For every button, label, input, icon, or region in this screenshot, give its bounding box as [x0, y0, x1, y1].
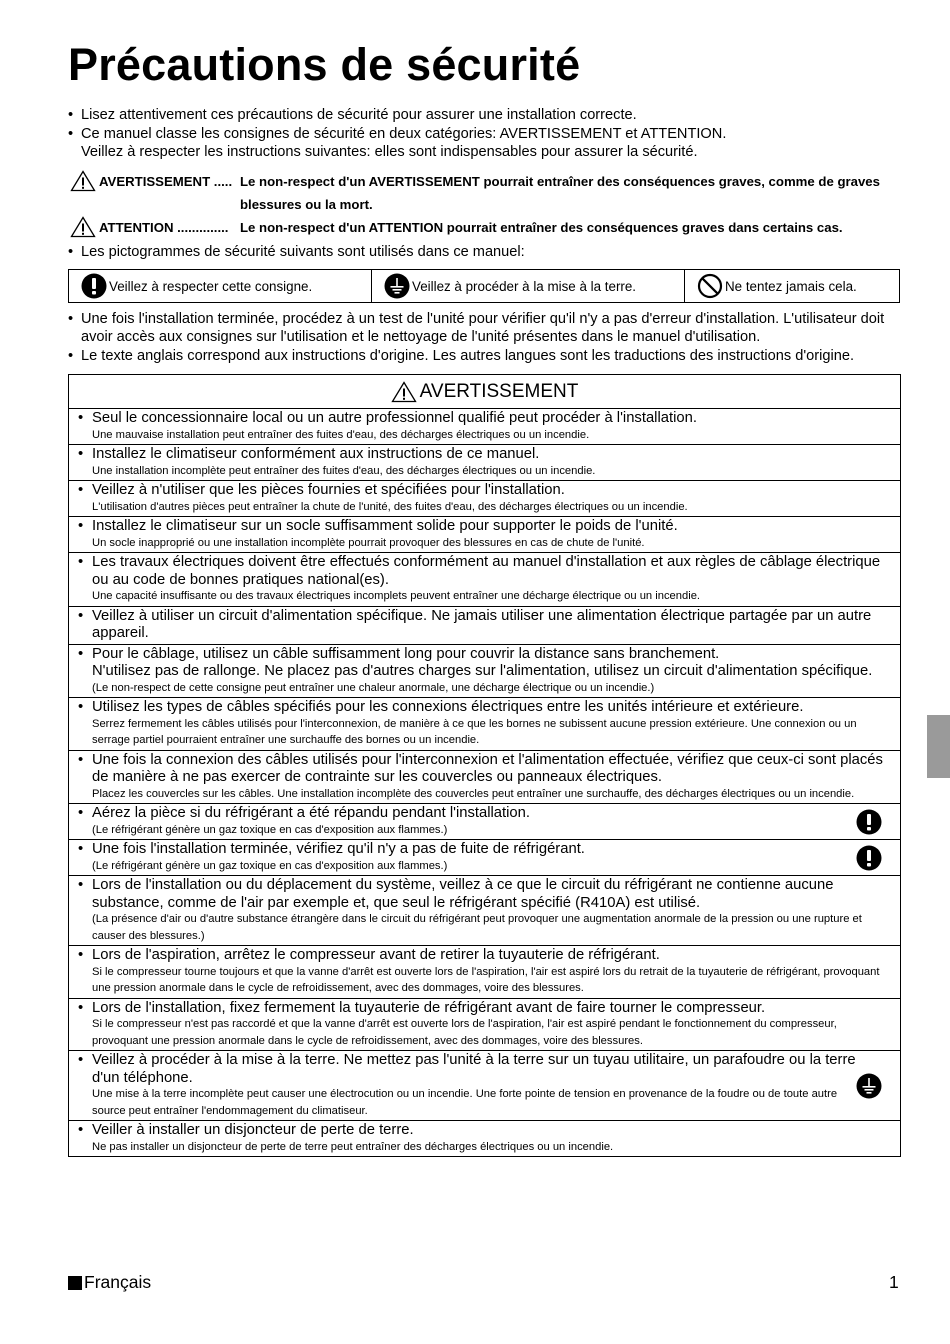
pictogram-label: Ne tentez jamais cela. [725, 278, 857, 294]
warning-row [69, 751, 900, 805]
caution-level-label: ATTENTION .............. [99, 220, 229, 235]
warning-table-heading [69, 375, 900, 409]
warning-table-title: AVERTISSEMENT [419, 380, 579, 402]
warning-row [69, 999, 900, 1052]
warning-main-text: • Les travaux électriques doivent être effectués conformément au manuel d'installation et aux règles de câblage électrique ou au code de bonnes pratiques national(es). [92, 554, 881, 588]
warning-main-text: • Veiller à installer un disjoncteur de perte de terre. [92, 1122, 414, 1138]
page-number: 1 [889, 1272, 899, 1292]
warning-sub-text: Si le compresseur n'est pas raccordé et que la vanne d'arrêt est ouverte lors de l'aspiration, l'air est aspiré pendant le fonctionnement du compresseur, provoquant une pression anormale dans le cycle de refroidissement, avec des dommages, voire des blessures. [92, 1018, 837, 1047]
warning-row [69, 645, 900, 699]
ground-icon [384, 273, 410, 299]
warning-sub-text: L'utilisation d'autres pièces peut entraîner la chute de l'unité, des fuites d'eau, des décharges électriques ou un incendie. [92, 500, 688, 513]
warning-row [69, 481, 900, 517]
footer-language-label: Français [84, 1272, 152, 1292]
warning-main-text: • Une fois la connexion des câbles utilisés pour l'interconnexion et l'alimentation effectuée, vérifiez que ceux-ci sont placés de manière à ne pas exercer de contrainte sur les couvercles ou panneaux électriques. [92, 751, 883, 785]
warning-main-text: • Lors de l'aspiration, arrêtez le compresseur avant de retirer la tuyauterie de réfrigérant. [92, 947, 660, 963]
pictogram-cell [372, 270, 685, 302]
prohibited-icon [697, 273, 723, 299]
warning-main-text: • Lors de l'installation ou du déplacement du système, veillez à ce que le circuit du réfrigérant ne contienne aucune substance, comme de l'air par exemple et, que seul le réfrigérant spécifié (R410A) est utilisé. [92, 877, 834, 911]
caution-level-row [70, 216, 910, 239]
warning-sub-text: Un socle inapproprié ou une installation incomplète pourrait provoquer des blessures en cas de chute de l'unité. [92, 536, 645, 549]
warning-table [68, 374, 901, 1157]
warning-row [69, 409, 900, 445]
warning-sub-text: Placez les couvercles sur les câbles. Une installation incomplète des couvercles peut entraîner une surchauffe, des décharges électriques ou un incendie. [92, 787, 855, 800]
section-tab [927, 715, 950, 778]
warning-sub-text: Ne pas installer un disjoncteur de perte de terre peut entraîner des décharges électriques ou un incendie. [92, 1140, 614, 1153]
warning-sub-text: Une installation incomplète peut entraîner des fuites d'eau, des décharges électriques ou un incendie. [92, 464, 596, 477]
warning-level-row [70, 170, 910, 216]
warning-main-text: • Veillez à procéder à la mise à la terre. Ne mettez pas l'unité à la terre sur un tuyau utilitaire, un parafoudre ou la terre d'un téléphone. [92, 1052, 856, 1086]
square-bullet-icon [68, 1276, 82, 1290]
intro-item: • Ce manuel classe les consignes de sécurité en deux catégories: AVERTISSEMENT et ATTENTION. Veillez à respecter les instructions suivantes: elles sont indispensables pour assurer la sécurité. [68, 125, 903, 162]
warning-main-text: • Aérez la pièce si du réfrigérant a été répandu pendant l'installation. [92, 805, 530, 821]
pictogram-legend [68, 269, 900, 303]
intro-item: • Lisez attentivement ces précautions de sécurité pour assurer une installation correcte. [68, 106, 903, 125]
pictogram-label: Veillez à respecter cette consigne. [109, 278, 313, 294]
warning-sub-text: Si le compresseur tourne toujours et que la vanne d'arrêt est ouverte lors de l'aspiration, l'air est aspiré lors du retrait de la tuyauterie de réfrigérant, provoquant une pression anormale dans le cycle de refroidissement, avec des dommages, voire des blessures. [92, 965, 880, 994]
warning-row [69, 607, 900, 645]
warning-row [69, 946, 900, 999]
warning-main-text: • Utilisez les types de câbles spécifiés pour les connexions électriques entre les unités intérieure et extérieure. [92, 699, 804, 715]
notes-list [68, 310, 908, 365]
warning-main-text: • Installez le climatiseur sur un socle suffisamment solide pour supporter le poids de l'unité. [92, 518, 678, 534]
warning-row [69, 804, 900, 840]
caution-level-text: Le non-respect d'un ATTENTION pourrait entraîner des conséquences graves dans certains cas. [240, 220, 843, 235]
warning-main-text: • Lors de l'installation, fixez fermement la tuyauterie de réfrigérant avant de faire tourner le compresseur. [92, 999, 766, 1016]
note-item: • Une fois l'installation terminée, procédez à un test de l'unité pour vérifier qu'il n'y a pas d'erreur d'installation. L'utilisateur doit avoir accès aux consignes sur l'utilisation et le nettoyage de l'unité présentes dans le manuel d'utilisation. [68, 310, 908, 346]
warning-sub-text: (Le réfrigérant génère un gaz toxique en cas d'exposition aux flammes.) [92, 859, 448, 872]
warning-sub-text: Une mise à la terre incomplète peut causer une électrocution ou un incendie. Une forte pointe de tension en provenance de la foudre ou de toute autre source peut entraîner l'endommagement du climatiseur. [92, 1088, 838, 1117]
exclamation-icon [856, 845, 882, 871]
pictogram-label: Veillez à procéder à la mise à la terre. [412, 278, 637, 294]
warning-sub-text: (Le non-respect de cette consigne peut entraîner une chaleur anormale, une décharge électrique ou un incendie.) [92, 681, 655, 694]
warning-row [69, 698, 900, 751]
ground-icon [856, 1073, 882, 1099]
warning-main-text: • Pour le câblage, utilisez un câble suffisamment long pour couvrir la distance sans branchement. N'utilisez pas de rallonge. Ne placez pas d'autres charges sur l'alimentation, utilisez un circuit d'alimentation spécifique. [92, 645, 873, 679]
exclamation-icon [856, 809, 882, 835]
warning-level-label: AVERTISSEMENT ..... [99, 174, 233, 189]
warning-main-text: • Seul le concessionnaire local ou un autre professionnel qualifié peut procéder à l'installation. [92, 410, 697, 426]
warning-row [69, 876, 900, 946]
note-item: • Le texte anglais correspond aux instructions d'origine. Les autres langues sont les traductions des instructions d'origine. [68, 347, 908, 365]
warning-main-text: • Une fois l'installation terminée, vérifiez qu'il n'y a pas de fuite de réfrigérant. [92, 841, 585, 857]
warning-sub-text: (Le réfrigérant génère un gaz toxique en cas d'exposition aux flammes.) [92, 823, 448, 836]
warning-row [69, 445, 900, 481]
warning-main-text: • Veillez à n'utiliser que les pièces fournies et spécifiées pour l'installation. [92, 482, 565, 498]
warning-triangle-icon [70, 216, 96, 238]
warning-triangle-icon [70, 170, 96, 192]
exclamation-icon [81, 273, 107, 299]
warning-sub-text: Une capacité insuffisante ou des travaux électriques incomplets peuvent entraîner une décharge électrique ou un incendie. [92, 590, 701, 602]
warning-main-text: • Installez le climatiseur conformément aux instructions de ce manuel. [92, 446, 540, 462]
warning-triangle-icon [391, 381, 417, 403]
warning-sub-text: (La présence d'air ou d'autre substance étrangère dans le circuit du réfrigérant peut provoquer une augmentation anormale de la pression ou une rupture et causer des blessures.) [92, 913, 862, 942]
warning-level-text: Le non-respect d'un AVERTISSEMENT pourrait entraîner des conséquences graves, comme de graves blessures ou la mort. [240, 174, 880, 212]
warning-main-text: • Veillez à utiliser un circuit d'alimentation spécifique. Ne jamais utiliser une alimentation électrique partagée par un autre appareil. [92, 607, 872, 641]
warning-row [69, 1051, 900, 1121]
warning-row [69, 1121, 900, 1156]
warning-sub-text: Serrez fermement les câbles utilisés pour l'interconnexion, de manière à ce que les bornes ne subissent aucune pression extérieure. Une connexion ou un serrage partiel pourraient entraîner une surchauffe des bornes ou un incendie. [92, 717, 857, 746]
pictogram-cell [685, 270, 899, 302]
warning-row [69, 553, 900, 607]
warning-sub-text: Une mauvaise installation peut entraîner des fuites d'eau, des décharges électriques ou un incendie. [92, 428, 590, 441]
pictogram-intro: • Les pictogrammes de sécurité suivants sont utilisés dans ce manuel: [68, 243, 525, 262]
pictogram-cell [69, 270, 372, 302]
warning-row [69, 840, 900, 876]
intro-list [68, 106, 903, 162]
footer-language [68, 1272, 151, 1293]
warning-row [69, 517, 900, 553]
page-title: Précautions de sécurité [68, 39, 581, 90]
